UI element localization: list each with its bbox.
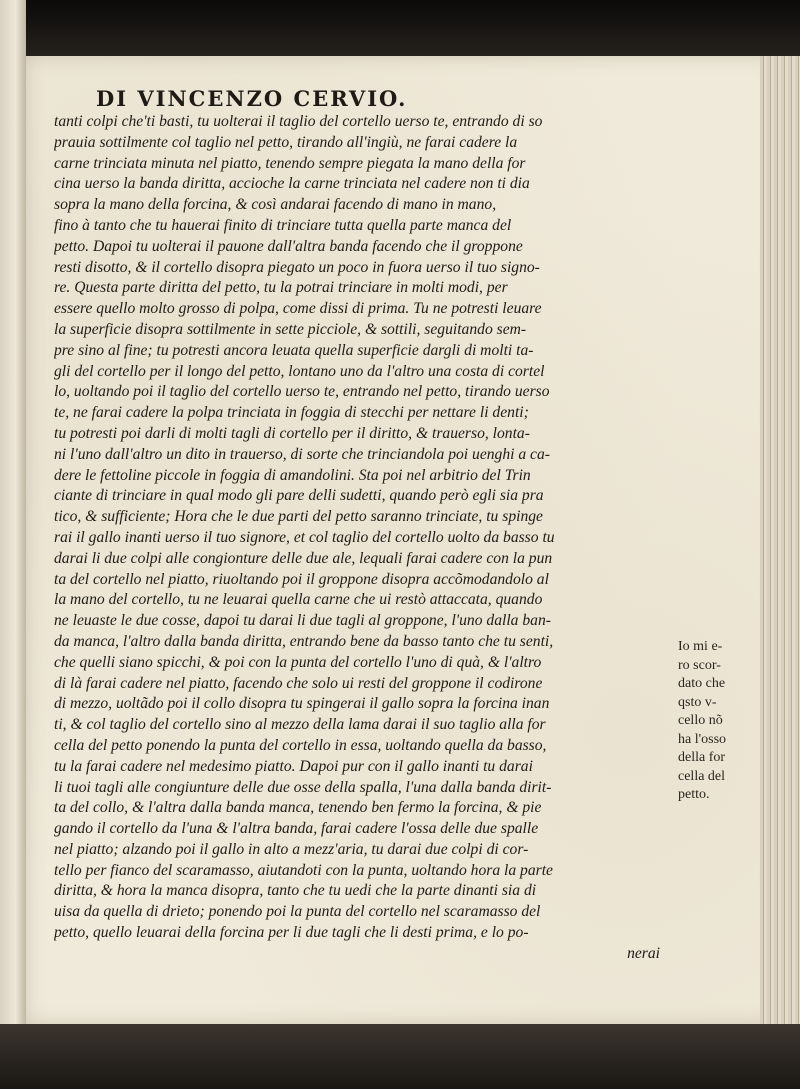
text-line: tanti colpi che'ti basti, tu uolterai il taglio del cortello uerso te, entrando di so [54,113,543,130]
text-line: fino à tanto che tu hauerai finito di trinciare tutta quella parte manca del [54,216,512,234]
text-line: lo, uoltando poi il taglio del cortello uerso te, entrando nel petto, tirando uerso [54,383,550,401]
text-line: tu potresti poi darli di molti tagli di cortello per il diritto, & trauerso, lonta- [54,424,530,442]
text-line: uisa da quella di drieto; ponendo poi la punta del cortello nel scaramasso del [54,903,541,921]
scan-background-bottom [0,1024,800,1089]
text-line: ti, & col taglio del cortello sino al mezzo della lama darai il suo taglio alla for [54,716,546,734]
text-line: cina uerso la banda diritta, accioche la carne trinciata nel cadere non ti dia [54,175,530,193]
text-line: resti disotto, & il cortello disopra piegato un poco in fuora uerso il tuo signo- [54,258,540,276]
scan-background-top [0,0,800,58]
margin-note-line: cello nõ [678,713,723,728]
margin-note-line: ha l'osso [678,731,727,747]
text-line: che quelli siano spicchi, & poi con la punta del cortello l'uno di quà, & l'altro [54,653,542,671]
text-line: prauia sottilmente col taglio nel petto, tirando all'ingiù, ne farai cadere la [54,133,518,151]
margin-note-line: petto. [678,787,710,802]
text-line: sopra la mano della forcina, & così andarai facendo di mano in mano, [54,196,497,214]
text-line: ta del collo, & l'altra dalla banda manca, tenendo ben fermo la forcina, & pie [54,799,542,817]
text-line: la superficie disopra sottilmente in sette picciole, & sottili, seguitando sem- [54,320,527,338]
text-line: nel piatto; alzando poi il gallo in alto a mezz'aria, tu darai due colpi di cor- [54,840,529,858]
text-line: di là farai cadere nel piatto, facendo che solo ui resti del groppone il codirone [54,674,543,692]
margin-note-line: Io mi e- [678,639,723,654]
text-line: ciante di trinciare in qual modo gli pare delli sudetti, quando però egli sia pra [54,487,544,505]
margin-note-line: qsto v- [678,694,717,710]
text-line: petto. Dapoi tu uolterai il pauone dall'altra banda facendo che il groppone [54,237,523,255]
text-line: pre sino al fine; tu potresti ancora leuata quella superficie dargli di molti ta- [54,341,534,359]
running-head: DI VINCENZO CERVIO. [96,86,408,111]
text-line: li tuoi tagli alle congiunture delle due osse della spalla, l'una dalla banda dirit- [54,778,552,796]
text-line: ta del cortello nel piatto, riuoltando poi il groppone disopra accõmodandolo al [54,570,549,588]
page-edges [760,56,800,1024]
text-line: darai li due colpi alle congionture delle due ale, lequali farai cadere con la pun [54,549,553,567]
margin-note-line: della for [678,750,726,765]
margin-note-line: cella del [678,768,726,784]
margin-note [678,638,754,805]
text-line: rai il gallo inanti uerso il tuo signore, et col taglio del cortello uolto da basso tu [54,528,555,546]
text-line: dere le fettoline piccole in foggia di amandolini. Sta poi nel arbitrio del Trin [54,466,531,484]
text-line: tico, & sufficiente; Hora che le due parti del petto saranno trinciate, tu spinge [54,508,543,526]
book-spine [0,0,26,1089]
text-line: diritta, & hora la manca disopra, tanto che tu uedi che la parte dinanti sia di [54,882,537,900]
text-line: gando il cortello da l'una & l'altra banda, farai cadere l'ossa delle due spalle [54,820,539,838]
text-line: te, ne farai cadere la polpa trinciata in foggia di stecchi per nettare li denti; [54,404,529,422]
catchword: nerai [627,944,660,962]
text-line: carne trinciata minuta nel piatto, tenendo sempre piegata la mano della for [54,154,526,172]
text-line: tello per fianco del scaramasso, aiutandoti con la punta, uoltando hora la parte [54,861,553,879]
text-line: da manca, l'altro dalla banda diritta, entrando bene da basso tanto che tu senti, [54,632,554,650]
body-text [54,112,670,965]
margin-note-line: ro scor- [678,657,721,673]
text-line: tu la farai cadere nel medesimo piatto. Dapoi pur con il gallo inanti tu darai [54,757,533,775]
text-line: ni l'uno dall'altro un dito in trauerso, di sorte che trinciandola poi uenghi a ca- [54,445,550,463]
text-line: la mano del cortello, tu ne leuarai quella carne che ui restò attaccata, quando [54,591,543,609]
text-line: cella del petto ponendo la punta del cortello in essa, uoltando quella da basso, [54,736,547,754]
margin-note-line: dato che [678,676,726,691]
text-line: ne leuaste le due cosse, dapoi tu darai li due tagli al groppone, l'uno dalla ban- [54,612,551,630]
text-line: re. Questa parte diritta del petto, tu la potrai trinciare in molti modi, per [54,279,508,297]
text-line: essere quello molto grosso di polpa, come dissi di prima. Tu ne potresti leuare [54,300,542,318]
text-line: petto, quello leuarai della forcina per li due tagli che li desti prima, e lo po- [54,924,529,942]
text-line: di mezzo, uoltãdo poi il collo disopra tu spingerai il gallo sopra la forcina inan [54,695,550,713]
text-line: gli del cortello per il longo del petto, lontano uno da l'altro una costa di cortel [54,362,545,380]
